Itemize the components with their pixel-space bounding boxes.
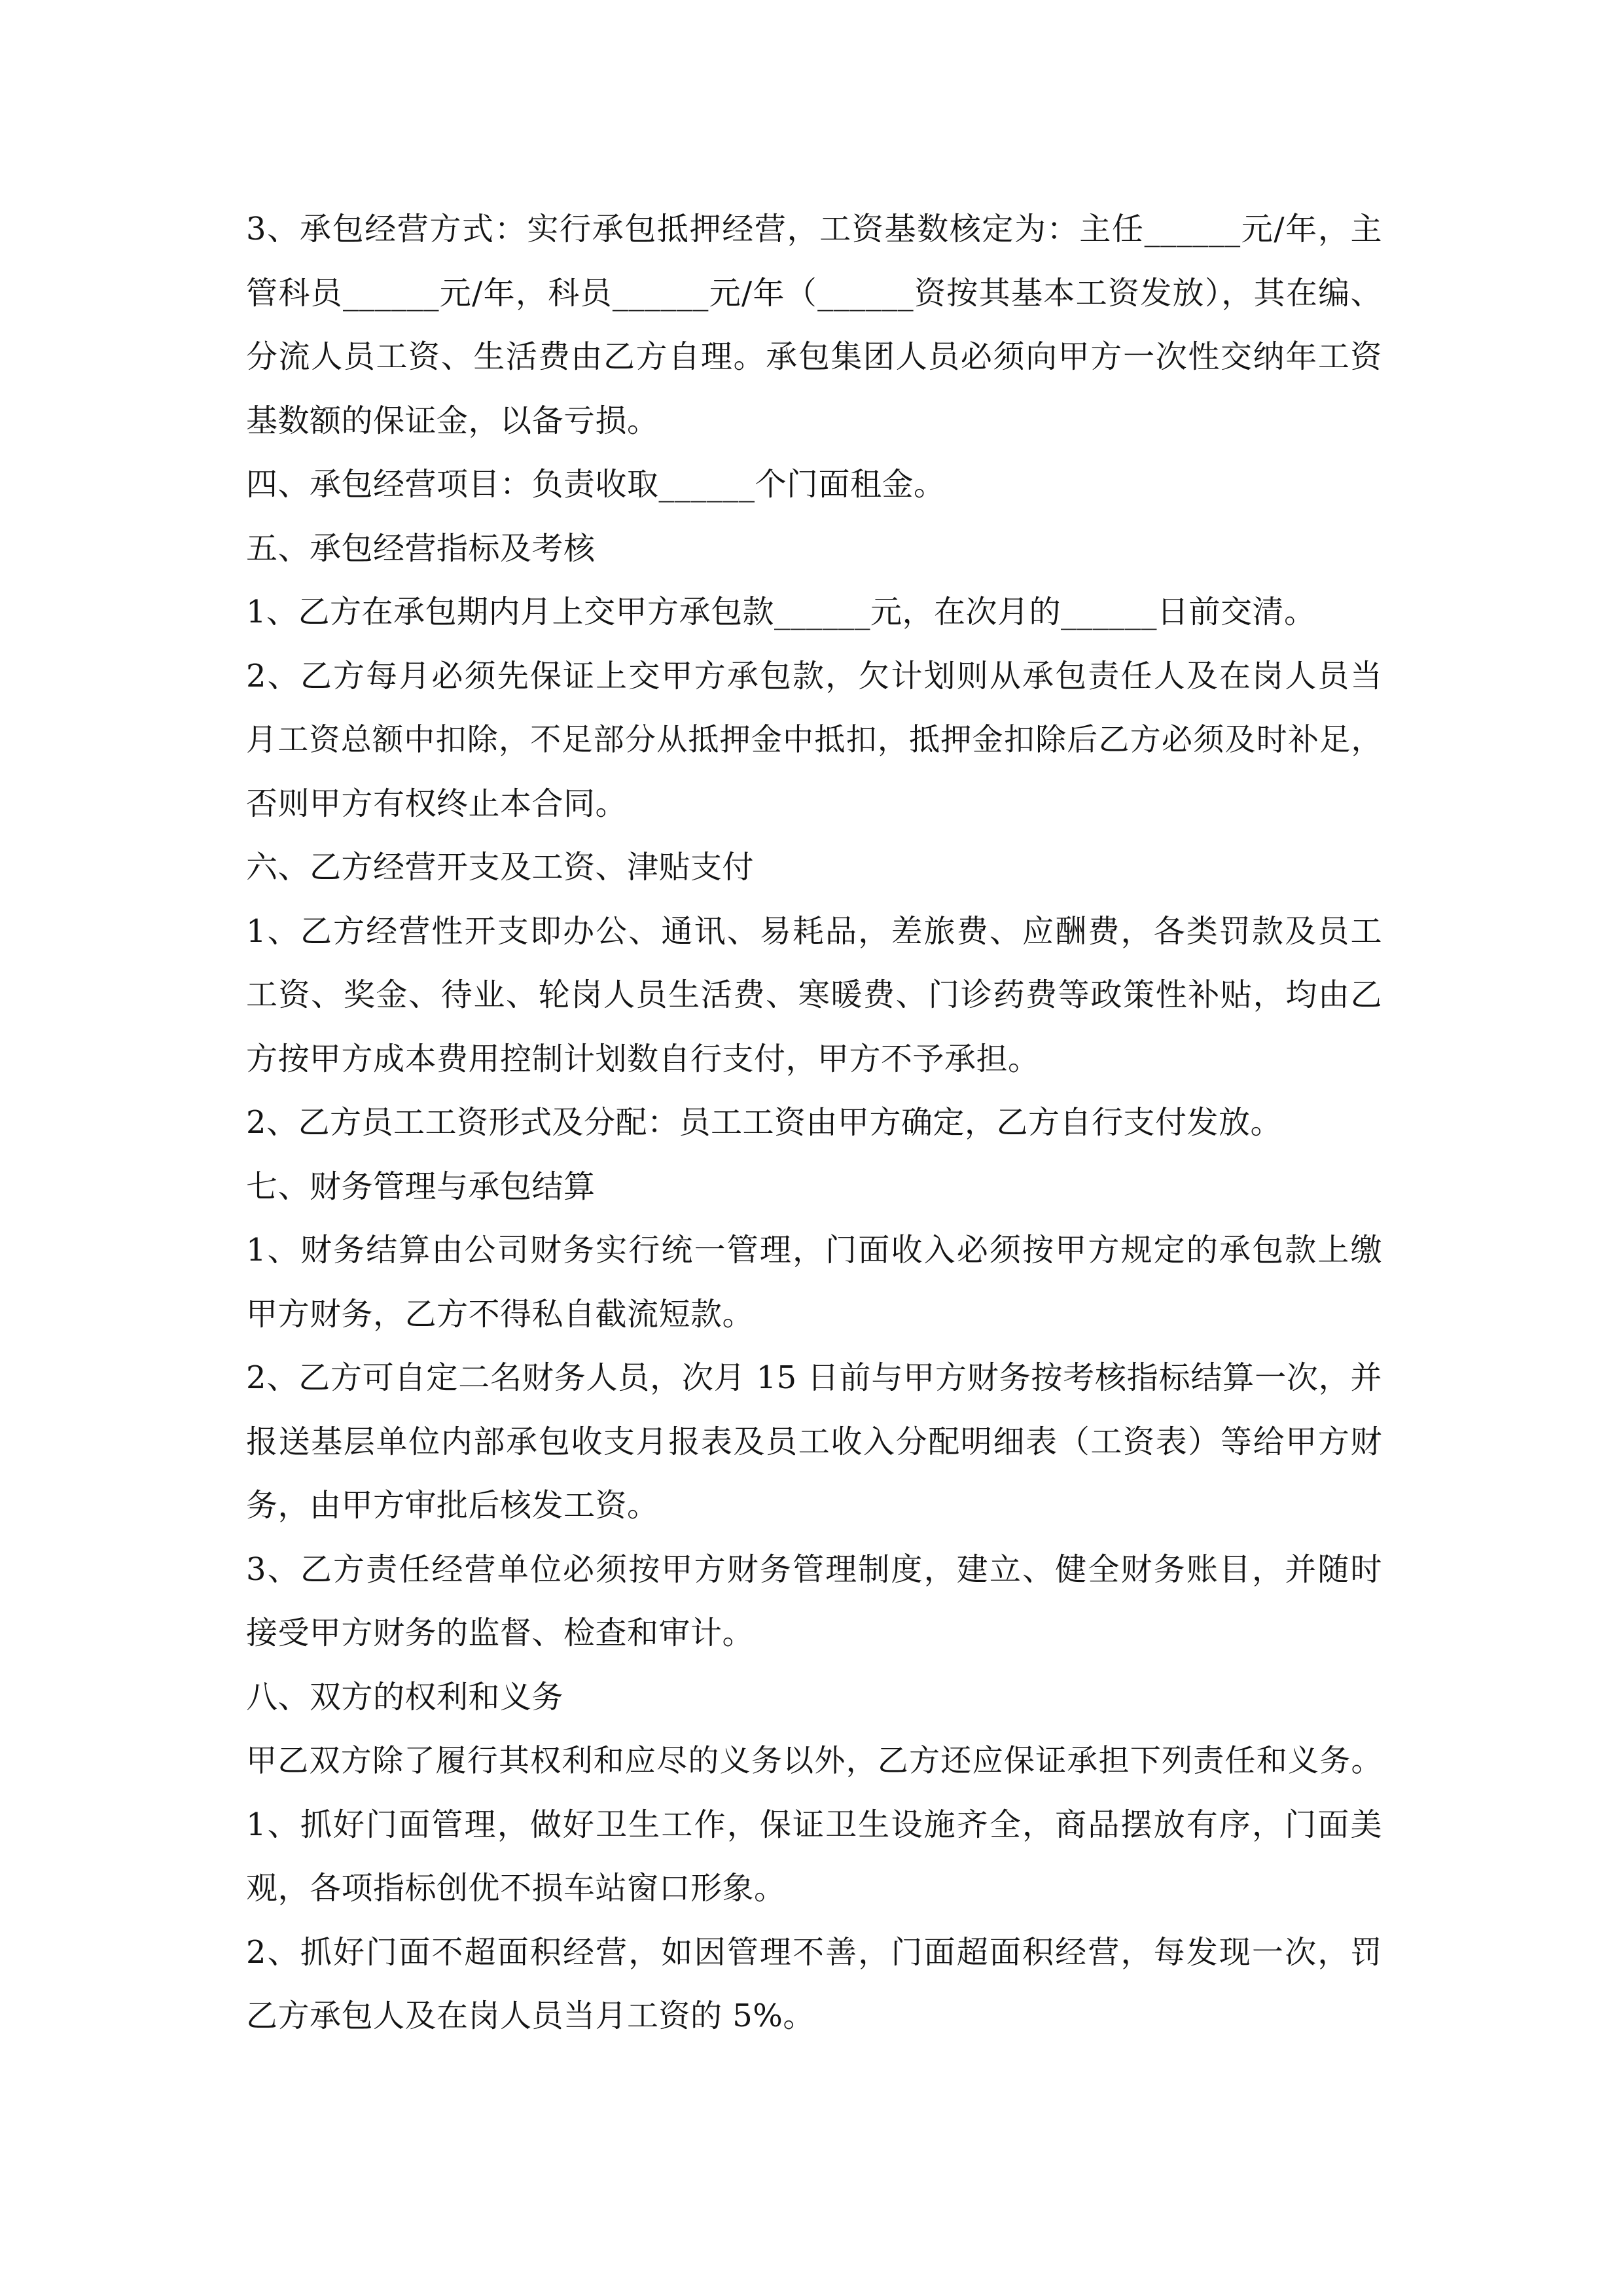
text-line: 2、乙方员工工资形式及分配：员工工资由甲方确定，乙方自行支付发放。 bbox=[246, 1104, 1283, 1141]
text-line: 3、承包经营方式：实行承包抵押经营，工资基数核定为：主任______元/年，主 bbox=[246, 211, 1382, 247]
text-line: 管科员______元/年，科员______元/年（______资按其基本工资发放），其在编、 bbox=[246, 274, 1382, 312]
text-line: 3、乙方责任经营单位必须按甲方财务管理制度，建立、健全财务账目，并随时 bbox=[246, 1551, 1382, 1588]
text-line: 八、双方的权利和义务 bbox=[246, 1678, 564, 1715]
text-line: 乙方承包人及在岗人员当月工资的 5%。 bbox=[246, 1998, 815, 2034]
text-line: 接受甲方财务的监督、检查和审计。 bbox=[246, 1615, 755, 1651]
text-line: 2、乙方可自定二名财务人员，次月 15 日前与甲方财务按考核指标结算一次，并 bbox=[246, 1359, 1382, 1396]
text-line: 报送基层单位内部承包收支月报表及员工收入分配明细表（工资表）等给甲方财 bbox=[246, 1423, 1382, 1460]
text-line: 1、乙方经营性开支即办公、通讯、易耗品，差旅费、应酬费，各类罚款及员工 bbox=[246, 912, 1382, 950]
text-line: 基数额的保证金，以备亏损。 bbox=[246, 402, 659, 439]
text-line: 七、财务管理与承包结算 bbox=[246, 1168, 596, 1205]
text-line: 1、乙方在承包期内月上交甲方承包款______元，在次月的______日前交清。 bbox=[246, 594, 1316, 630]
text-line: 否则甲方有权终止本合同。 bbox=[246, 785, 628, 822]
text-line: 方按甲方成本费用控制计划数自行支付，甲方不予承担。 bbox=[246, 1040, 1040, 1077]
text-line: 五、承包经营指标及考核 bbox=[246, 529, 596, 567]
text-line: 2、抓好门面不超面积经营，如因管理不善，门面超面积经营，每发现一次，罚 bbox=[246, 1933, 1382, 1971]
text-line: 工资、奖金、待业、轮岗人员生活费、寒暖费、门诊药费等政策性补贴，均由乙 bbox=[246, 977, 1382, 1013]
text-line: 1、抓好门面管理，做好卫生工作，保证卫生设施齐全，商品摆放有序，门面美 bbox=[246, 1806, 1382, 1843]
text-line: 甲方财务，乙方不得私自截流短款。 bbox=[246, 1295, 755, 1333]
document-body bbox=[246, 198, 1382, 2049]
text-line: 务，由甲方审批后核发工资。 bbox=[246, 1487, 659, 1524]
text-line: 观，各项指标创优不损车站窗口形象。 bbox=[246, 1870, 786, 1907]
text-line: 分流人员工资、生活费由乙方自理。承包集团人员必须向甲方一次性交纳年工资 bbox=[246, 338, 1382, 375]
text-line: 甲乙双方除了履行其权利和应尽的义务以外，乙方还应保证承担下列责任和义务。 bbox=[246, 1743, 1382, 1779]
text-line: 四、承包经营项目：负责收取______个门面租金。 bbox=[246, 466, 946, 503]
text-line: 2、乙方每月必须先保证上交甲方承包款，欠计划则从承包责任人及在岗人员当 bbox=[246, 657, 1382, 694]
text-line: 月工资总额中扣除，不足部分从抵押金中抵扣，抵押金扣除后乙方必须及时补足， bbox=[246, 722, 1382, 758]
text-line: 1、财务结算由公司财务实行统一管理，门面收入必须按甲方规定的承包款上缴 bbox=[246, 1232, 1382, 1268]
text-line: 六、乙方经营开支及工资、津贴支付 bbox=[246, 849, 755, 886]
